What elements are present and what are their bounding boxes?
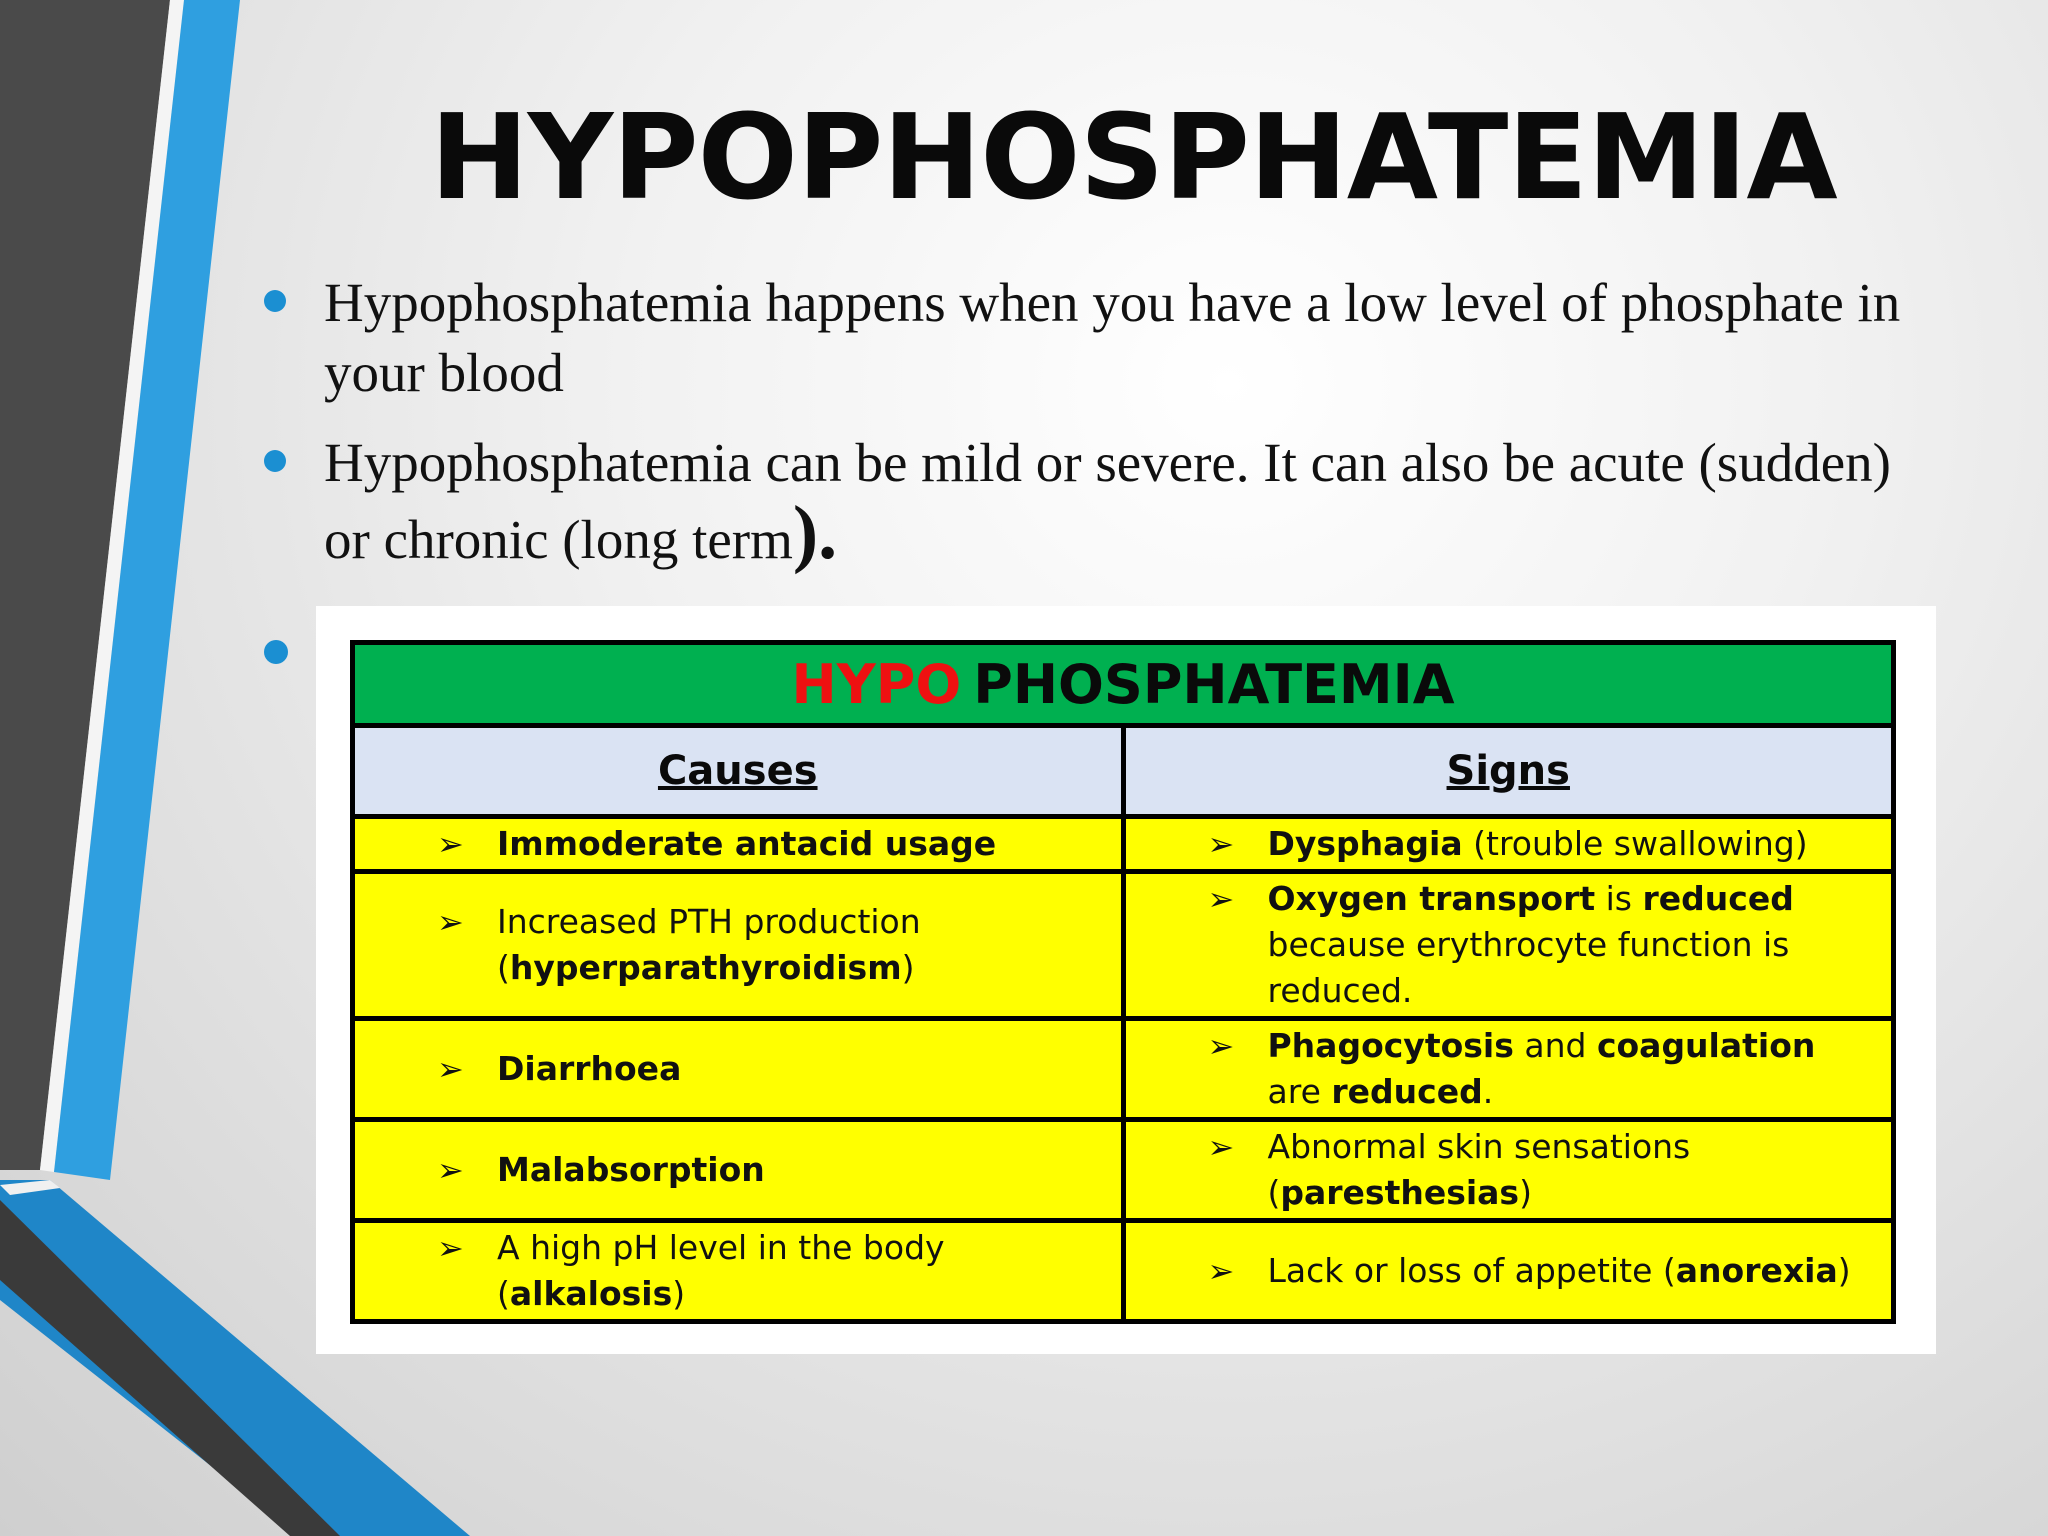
arrow-bullet-icon: ➢: [1207, 825, 1235, 863]
bullet-text: Hypophosphatemia can be mild or severe. It can also be acute (sudden) or chronic (long term: [324, 432, 1891, 570]
cause-text: ): [672, 1274, 686, 1313]
sign-cell: [1123, 1019, 1894, 1120]
sign-cell: [1123, 817, 1894, 872]
bullet-item: [262, 268, 1922, 408]
cause-text: Malabsorption: [497, 1150, 765, 1189]
cause-text-bold: hyperparathyroidism: [509, 948, 902, 987]
cause-text: Diarrhoea: [497, 1049, 682, 1088]
sign-text-bold: anorexia: [1675, 1251, 1838, 1290]
arrow-bullet-icon: ➢: [437, 1050, 464, 1088]
bullet-dot-icon: [264, 290, 286, 312]
bullet-text-tail: ).: [792, 491, 838, 575]
cause-cell: [353, 1120, 1124, 1221]
table-row: [353, 1019, 1894, 1120]
sign-cell: [1123, 1221, 1894, 1322]
cause-cell: [353, 872, 1124, 1019]
hypophosphatemia-table: [350, 640, 1896, 1324]
cause-cell: [353, 817, 1124, 872]
arrow-bullet-icon: ➢: [437, 1151, 464, 1189]
sign-text-bold: Oxygen transport: [1267, 879, 1596, 918]
cause-cell: [353, 1221, 1124, 1322]
sign-text: is: [1595, 879, 1643, 918]
table-row: [353, 1120, 1894, 1221]
sign-text-bold: paresthesias: [1280, 1173, 1520, 1212]
cause-text: A high pH level in the body (: [497, 1228, 945, 1313]
sign-text: are: [1267, 1072, 1332, 1111]
bullet-list: [262, 268, 1922, 575]
sign-text: ): [1837, 1251, 1851, 1290]
cause-text: Immoderate antacid usage: [497, 824, 997, 863]
column-header-causes: Causes: [353, 726, 1124, 817]
bullet-dot-icon: [264, 640, 288, 664]
sign-text: and: [1513, 1026, 1597, 1065]
cause-text: Increased PTH production (: [497, 902, 921, 987]
sign-text: because erythrocyte function is reduced.: [1267, 925, 1790, 1010]
sign-text-bold: reduced: [1642, 879, 1794, 918]
arrow-bullet-icon: ➢: [1207, 1027, 1235, 1065]
arrow-bullet-icon: ➢: [437, 825, 464, 863]
table-title-red: HYPO: [791, 652, 962, 716]
table-title: [353, 643, 1894, 726]
arrow-bullet-icon: ➢: [437, 903, 464, 941]
table-row: [353, 1221, 1894, 1322]
sign-text: ): [1519, 1173, 1532, 1212]
table-row: [353, 817, 1894, 872]
column-header-signs: Signs: [1123, 726, 1894, 817]
cause-cell: [353, 1019, 1124, 1120]
bullet-item: [262, 428, 1922, 575]
table-image: [316, 606, 1936, 1354]
arrow-bullet-icon: ➢: [1207, 1128, 1235, 1166]
sign-text-bold: Phagocytosis: [1267, 1026, 1514, 1065]
arrow-bullet-icon: ➢: [1207, 1252, 1235, 1290]
bullet-text: Hypophosphatemia happens when you have a low level of phosphate in your blood: [324, 272, 1901, 403]
slide-title: HYPOPHOSPHATEMIA: [430, 88, 1837, 226]
cause-text: ): [901, 948, 915, 987]
sign-text: (trouble swallowing): [1462, 824, 1808, 863]
sign-text-bold: coagulation: [1596, 1026, 1816, 1065]
sign-text: Lack or loss of appetite (: [1267, 1251, 1676, 1290]
sign-text-bold: Dysphagia: [1267, 824, 1463, 863]
table-title-black: PHOSPHATEMIA: [973, 652, 1455, 716]
sign-text: Abnormal skin sensations (: [1267, 1127, 1691, 1212]
sign-text: .: [1482, 1072, 1494, 1111]
sign-cell: [1123, 872, 1894, 1019]
cause-text-bold: alkalosis: [509, 1274, 673, 1313]
table-row: [353, 872, 1894, 1019]
arrow-bullet-icon: ➢: [1207, 880, 1235, 918]
sign-text-bold: reduced: [1331, 1072, 1483, 1111]
sign-cell: [1123, 1120, 1894, 1221]
bullet-dot-icon: [264, 450, 286, 472]
arrow-bullet-icon: ➢: [437, 1229, 464, 1267]
